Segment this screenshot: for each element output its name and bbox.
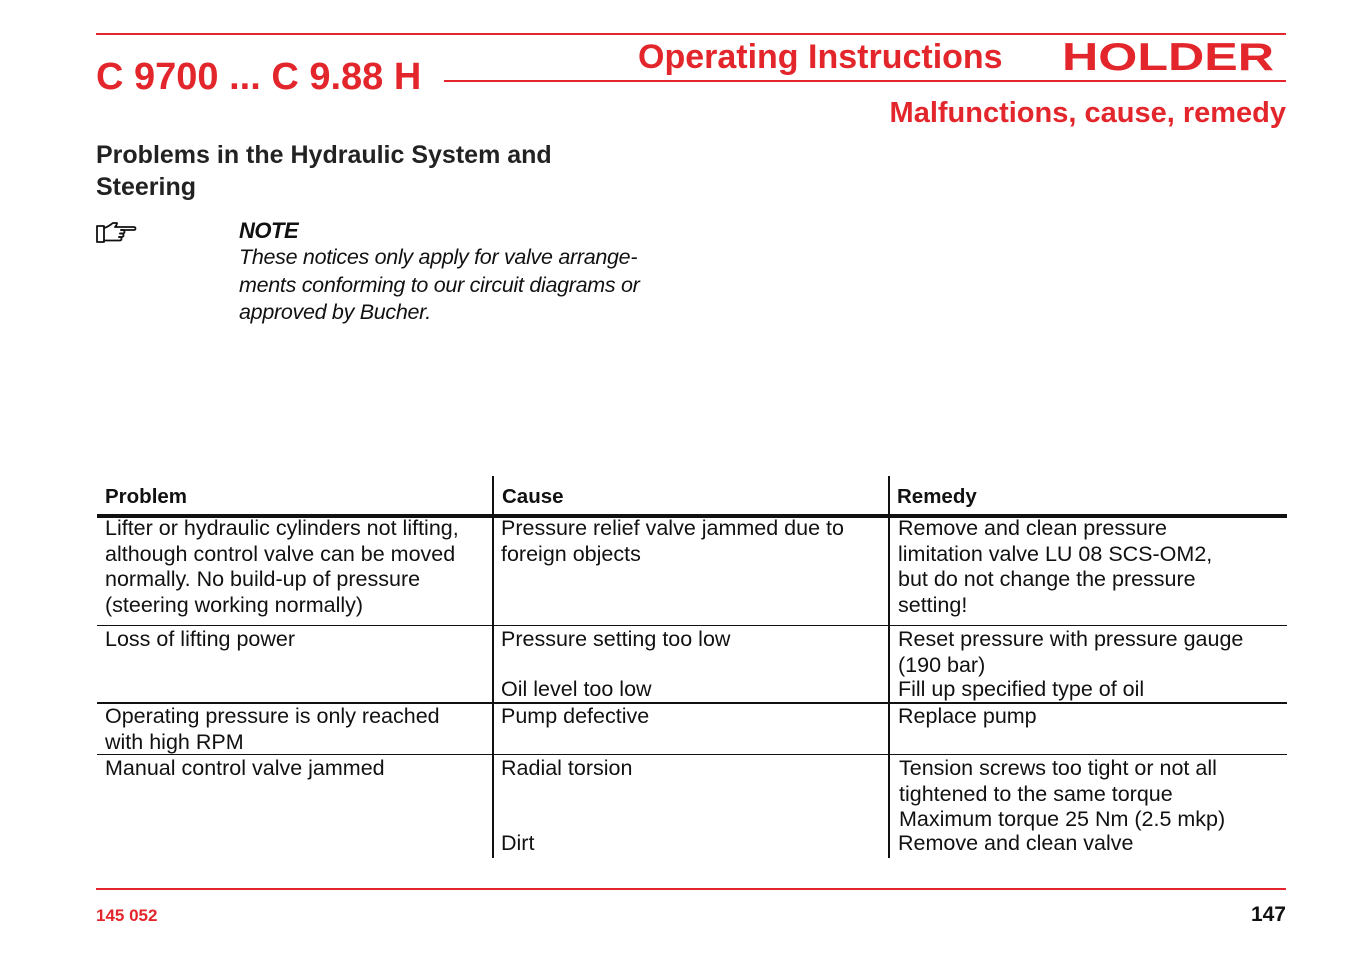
troubleshooting-table: [97, 476, 1287, 858]
header-top-rule: [96, 33, 1286, 35]
column-divider: [492, 476, 494, 858]
document-number: 145 052: [96, 906, 158, 925]
section-title: Problems in the Hydraulic System and Steering: [96, 141, 552, 201]
table-cell-remedy: Remove and clean valve: [898, 831, 1134, 855]
note-label: NOTE: [239, 218, 299, 243]
table-cell-problem: Loss of lifting power: [105, 627, 296, 651]
note-line: approved by Bucher.: [239, 300, 431, 324]
table-cell-cause: Oil level too low: [501, 677, 652, 701]
holder-logo-mark: [1062, 40, 1276, 74]
table-cell-problem: Lifter or hydraulic cylinders not lifting, although control valve can be moved normally. No build-up of pressure (steering working normally): [105, 516, 459, 617]
document-title: Operating Instructions: [638, 38, 1003, 76]
table-cell-cause: Dirt: [501, 831, 535, 855]
table-cell-remedy: Fill up specified type of oil: [898, 677, 1145, 701]
table-cell-problem: Operating pressure is only reached with high RPM: [105, 704, 440, 754]
note-text: [239, 244, 709, 327]
holder-logo: [1062, 40, 1276, 79]
chapter-title: Malfunctions, cause, remedy: [889, 97, 1286, 129]
table-cell-remedy: Replace pump: [898, 704, 1037, 728]
header-mid-rule: [444, 80, 1286, 82]
logo-wordmark: HOLDER: [1062, 40, 1274, 74]
table-cell-remedy: Tension screws too tight or not all tightened to the same torque Maximum torque 25 Nm (2.5 mkp): [899, 756, 1226, 831]
note-line: These notices only apply for valve arrange-: [239, 245, 638, 269]
table-cell-cause: Pressure setting too low: [501, 627, 731, 651]
model-range-title: C 9700 ... C 9.88 H: [96, 56, 422, 98]
column-divider: [888, 476, 890, 858]
pointing-hand-icon: [95, 221, 137, 250]
row-divider: [97, 625, 1287, 626]
column-header-cause: Cause: [502, 485, 564, 508]
footer-rule: [96, 888, 1286, 890]
table-cell-cause: Radial torsion: [501, 756, 633, 780]
page-number: 147: [1250, 903, 1286, 926]
column-header-problem: Problem: [105, 485, 188, 508]
note-line: ments conforming to our circuit diagrams or: [239, 272, 640, 297]
table-cell-remedy: Reset pressure with pressure gauge (190 bar): [898, 627, 1244, 677]
table-cell-remedy: Remove and clean pressure limitation valve LU 08 SCS-OM2, but do not change the pressure setting!: [898, 516, 1213, 617]
table-cell-cause: Pressure relief valve jammed due to foreign objects: [501, 516, 844, 566]
hand-glyph: [95, 221, 137, 245]
table-cell-problem: Manual control valve jammed: [105, 756, 385, 780]
column-header-remedy: Remedy: [897, 485, 977, 508]
table-cell-cause: Pump defective: [501, 704, 650, 728]
